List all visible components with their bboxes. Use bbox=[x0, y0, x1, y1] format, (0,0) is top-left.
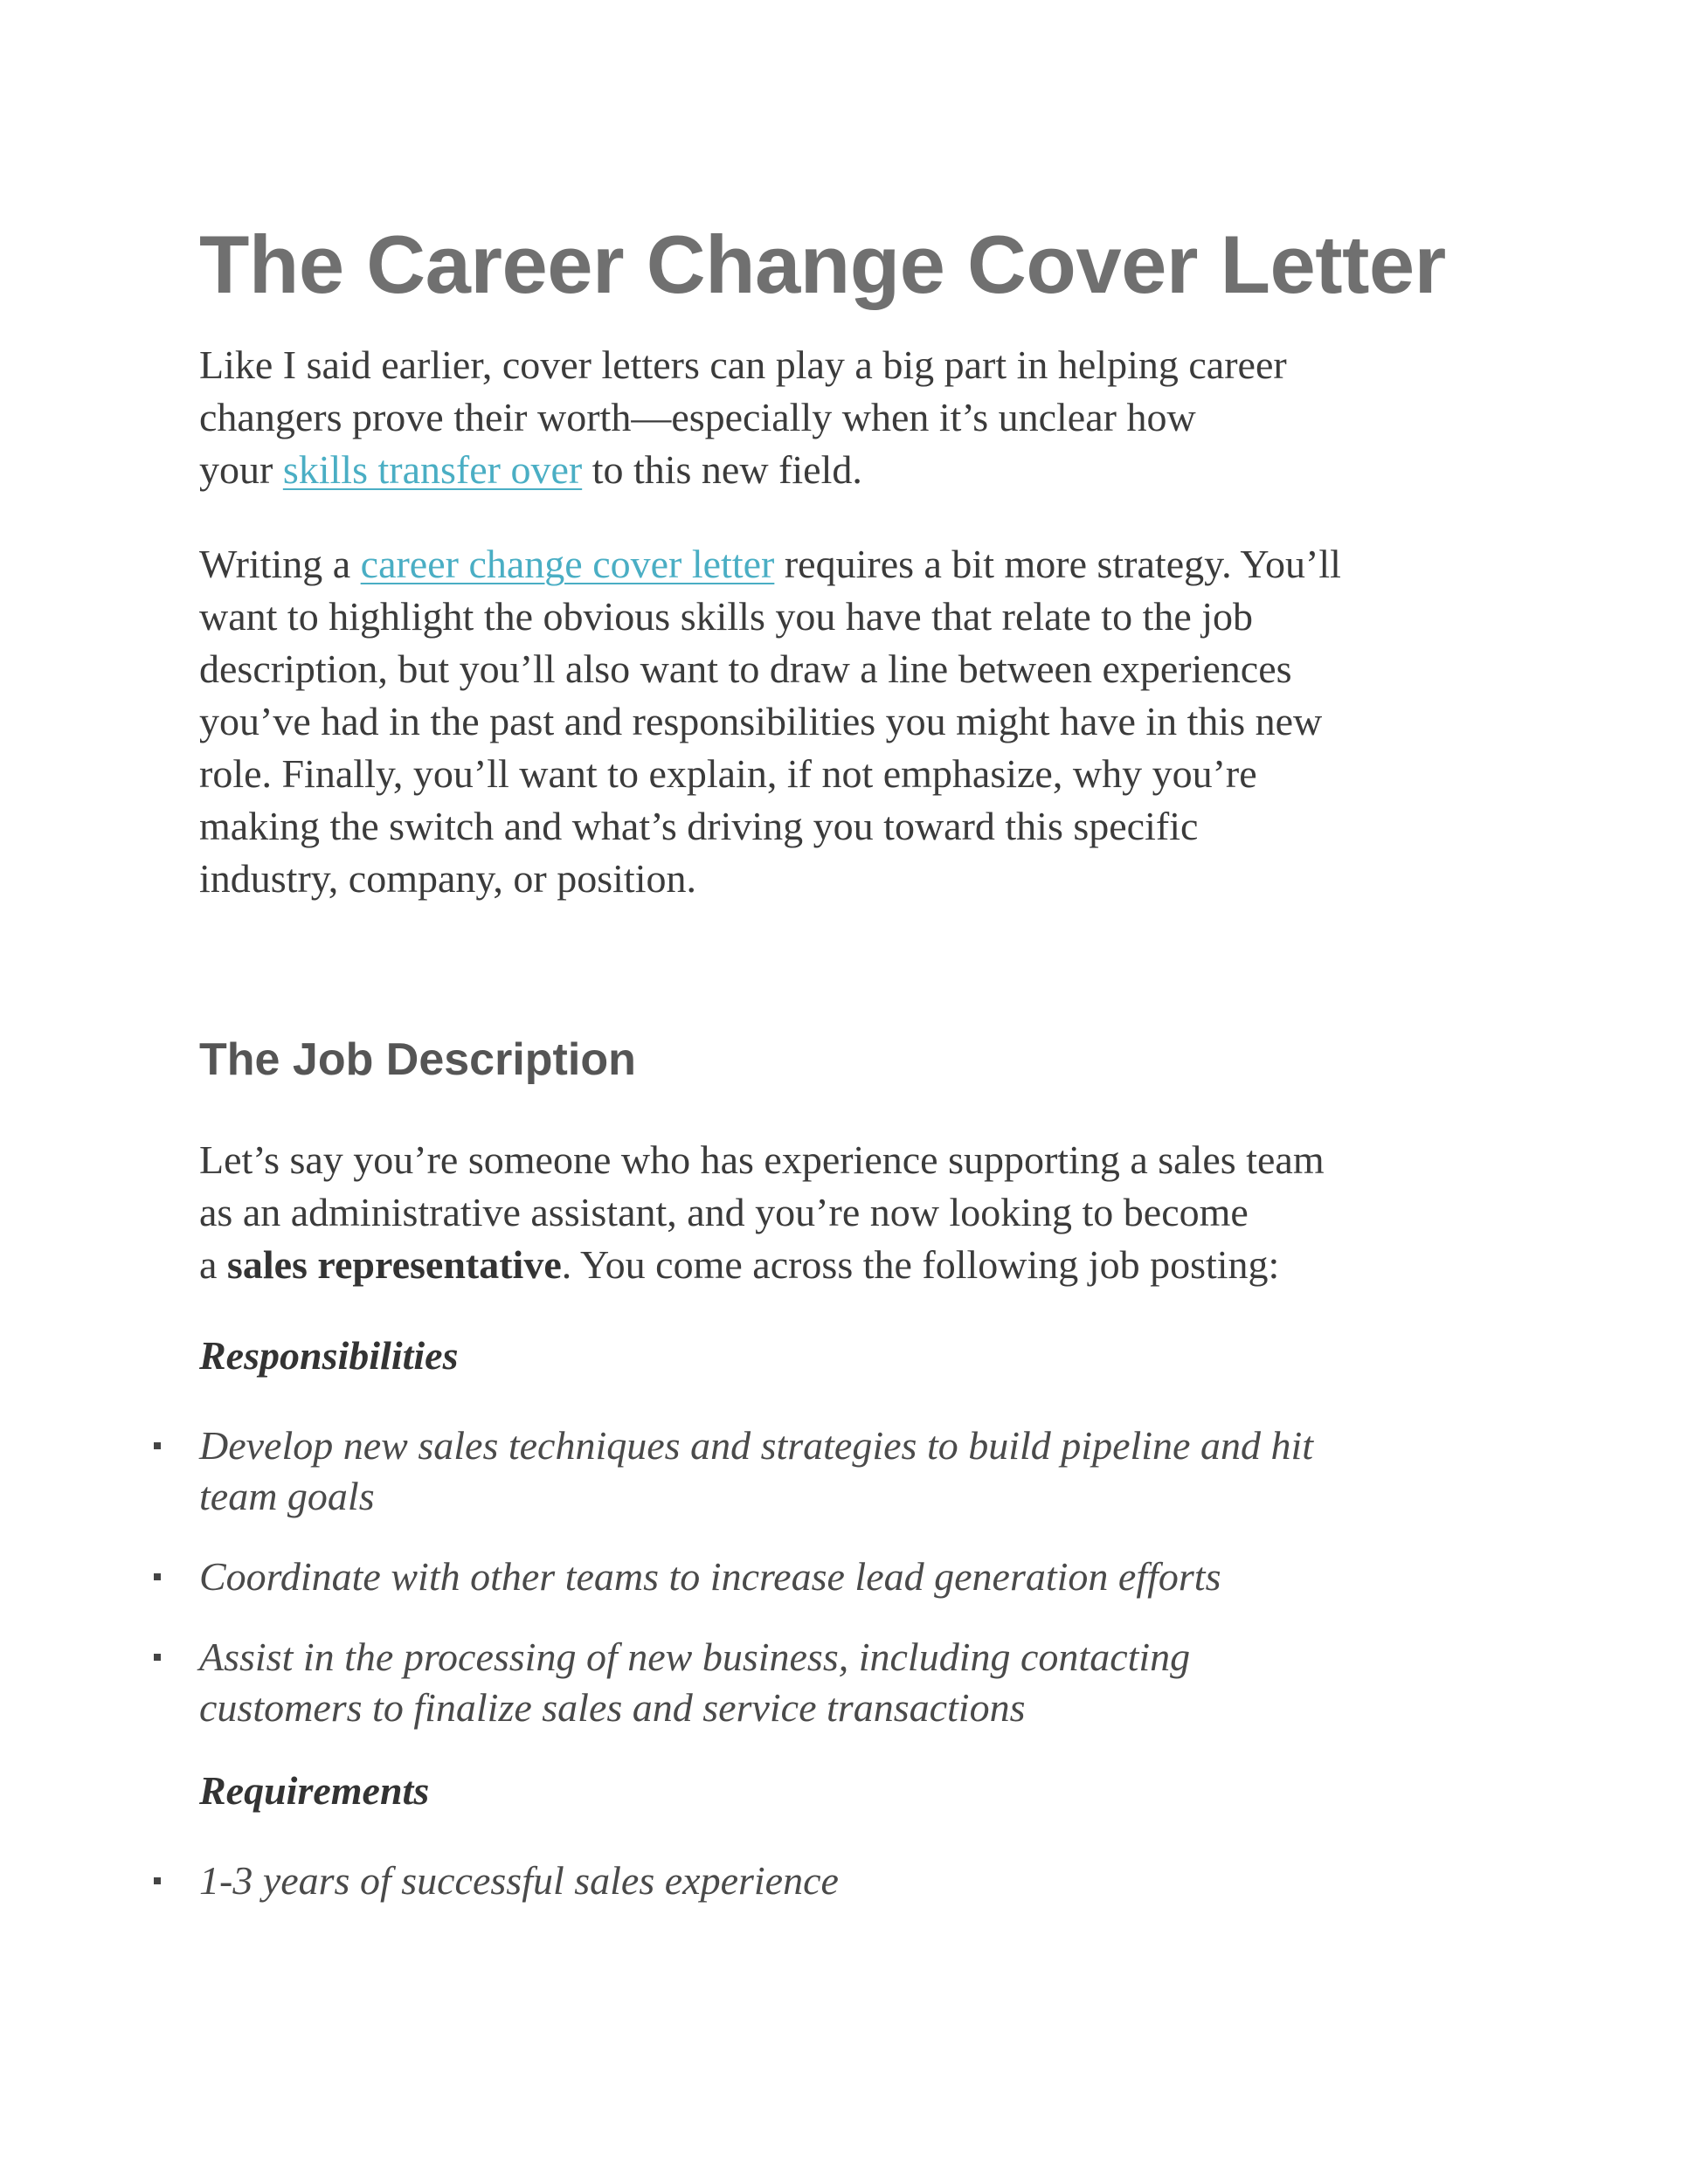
strategy-line: want to highlight the obvious skills you have that relate to the job bbox=[199, 594, 1254, 639]
list-item-text: customers to finalize sales and service transactions bbox=[199, 1685, 1026, 1730]
strategy-text: Writing a bbox=[199, 542, 361, 586]
list-item-text: team goals bbox=[199, 1474, 375, 1518]
sales-representative-bold: sales representative bbox=[226, 1242, 562, 1287]
list-item-text: Coordinate with other teams to increase lead generation efforts bbox=[199, 1554, 1221, 1599]
list-item-text: Assist in the processing of new business, including contacting bbox=[199, 1635, 1191, 1679]
job-description-line: as an administrative assistant, and you’re now looking to become bbox=[199, 1190, 1249, 1234]
strategy-line: description, but you’ll also want to draw a line between experiences bbox=[199, 646, 1292, 691]
intro-line: changers prove their worth—especially when it’s unclear how bbox=[199, 395, 1196, 439]
intro-line: Like I said earlier, cover letters can play a big part in helping career bbox=[199, 342, 1287, 387]
list-item bbox=[199, 1856, 839, 1906]
job-description-paragraph bbox=[199, 1134, 1510, 1291]
strategy-line: you’ve had in the past and responsibilities you might have in this new bbox=[199, 699, 1323, 743]
strategy-line: role. Finally, you’ll want to explain, if not emphasize, why you’re bbox=[199, 751, 1257, 796]
list-item-text: 1-3 years of successful sales experience bbox=[199, 1858, 839, 1903]
job-description-text: . You come across the following job posting: bbox=[561, 1242, 1280, 1287]
skills-transfer-link[interactable]: skills transfer over bbox=[282, 447, 583, 492]
strategy-text: requires a bit more strategy. You’ll bbox=[774, 542, 1341, 586]
list-item-text: Develop new sales techniques and strategies to build pipeline and hit bbox=[199, 1423, 1314, 1468]
intro-line bbox=[199, 444, 1510, 496]
intro-paragraph bbox=[199, 339, 1510, 496]
strategy-line: making the switch and what’s driving you toward this specific bbox=[199, 804, 1199, 848]
intro-text: to this new field. bbox=[582, 447, 862, 492]
job-description-text: a bbox=[199, 1242, 227, 1287]
list-item bbox=[199, 1420, 1313, 1522]
job-description-line: Let’s say you’re someone who has experience supporting a sales team bbox=[199, 1137, 1325, 1182]
square-bullet-icon bbox=[154, 1877, 161, 1884]
responsibilities-heading: Responsibilities bbox=[199, 1333, 459, 1378]
square-bullet-icon bbox=[154, 1442, 161, 1449]
page-title: The Career Change Cover Letter bbox=[199, 218, 1446, 310]
strategy-line: industry, company, or position. bbox=[199, 856, 696, 901]
strategy-paragraph bbox=[199, 538, 1510, 905]
list-item bbox=[199, 1632, 1190, 1733]
strategy-line bbox=[199, 538, 1510, 591]
square-bullet-icon bbox=[154, 1654, 161, 1661]
intro-text: your bbox=[199, 447, 283, 492]
job-description-line bbox=[199, 1239, 1510, 1291]
job-description-heading: The Job Description bbox=[199, 1034, 636, 1085]
list-item bbox=[199, 1552, 1221, 1602]
square-bullet-icon bbox=[154, 1573, 161, 1580]
career-change-cover-letter-link[interactable]: career change cover letter bbox=[360, 542, 775, 586]
requirements-heading: Requirements bbox=[199, 1768, 430, 1813]
